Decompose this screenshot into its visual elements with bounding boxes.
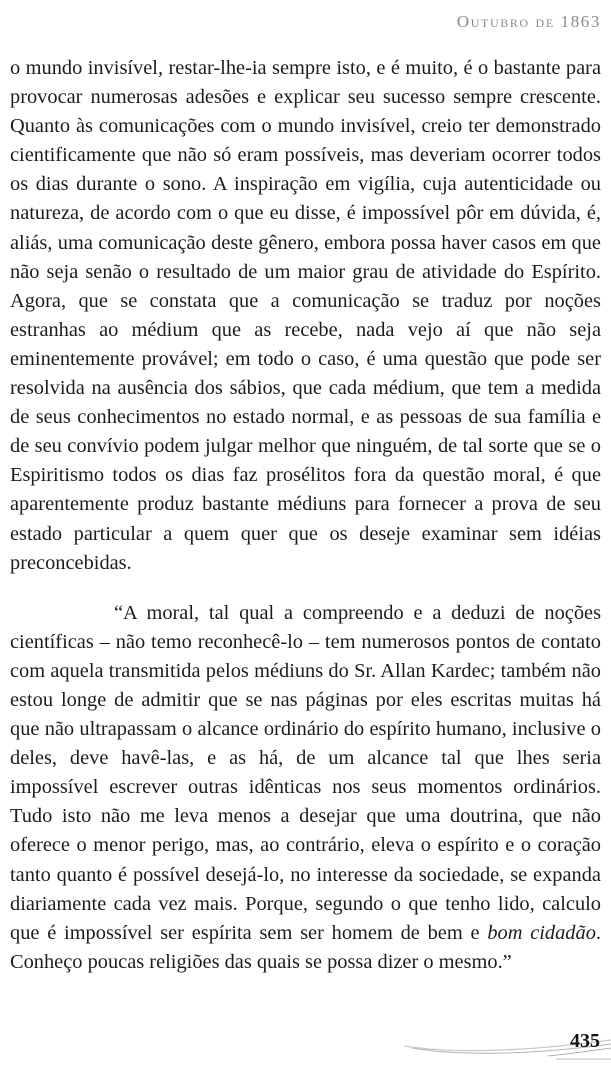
italic-phrase: bom cidadão <box>487 921 596 944</box>
running-head: Outubro de 1863 <box>456 12 601 31</box>
page-footer <box>400 1026 611 1071</box>
page-body-text <box>10 54 601 977</box>
quote-text: “A moral, tal qual a compreendo e a deduzi de noções científicas – não temo reconhecê-lo – tem numerosos pontos de contato com aquela transmitida pelos médiuns do Sr. Allan Kardec; também não estou longe de admitir que se nas páginas por eles escritas muitas há que não ultrapassam o alcance ordinário do espírito humano, inclusive o deles, deve havê-las, e as há, de um alcance tal que lhes seria impossível escrever outras idênticas nos seus momentos ordinários. Tudo isto não me leva menos a desejar que uma doutrina, que não oferece o menor perigo, mas, ao contrário, eleva o espírito e o coração tanto quanto é possível desejá-lo, no interesse da sociedade, se expanda diariamente cada vez mais. Porque, segundo o que tenho lido, calculo que é impossível ser espírita sem ser homem de bem e <box>10 601 601 944</box>
quote-text-end: . Conheço poucas religiões das quais se possa dizer o mesmo.” <box>10 921 601 973</box>
paragraph-2-quote <box>10 599 601 977</box>
page-number: 435 <box>570 1030 600 1052</box>
paragraph-1: o mundo invisível, restar-lhe-ia sempre isto, e é muito, é o bastante para provocar numerosas adesões e explicar seu sucesso sempre crescente. Quanto às comunicações com o mundo invisível, creio ter demonstrado cientificamente que não só eram possíveis, mas deveriam ocorrer todos os dias durante o sono. A inspiração em vigília, cuja autenticidade ou natureza, de acordo com o que eu disse, é impossível pôr em dúvida, é, aliás, uma comunicação deste gênero, embora possa haver casos em que não seja senão o resultado de um maior grau de atividade do Espírito. Agora, que se constata que a comunicação se traduz por noções estranhas ao médium que as recebe, nada vejo aí que não seja eminentemente provável; em todo o caso, é uma questão que pode ser resolvida na ausência dos sábios, que cada médium, que tem a medida de seus conhecimentos no estado normal, e as pessoas de sua família e de seu convívio podem julgar melhor que ninguém, de tal sorte que se o Espiritismo todos os dias faz prosélitos fora da questão moral, é que aparentemente produz bastante médiuns para fornecer a prova de seu estado particular a quem quer que os deseje examinar sem idéias preconcebidas. <box>10 57 601 574</box>
